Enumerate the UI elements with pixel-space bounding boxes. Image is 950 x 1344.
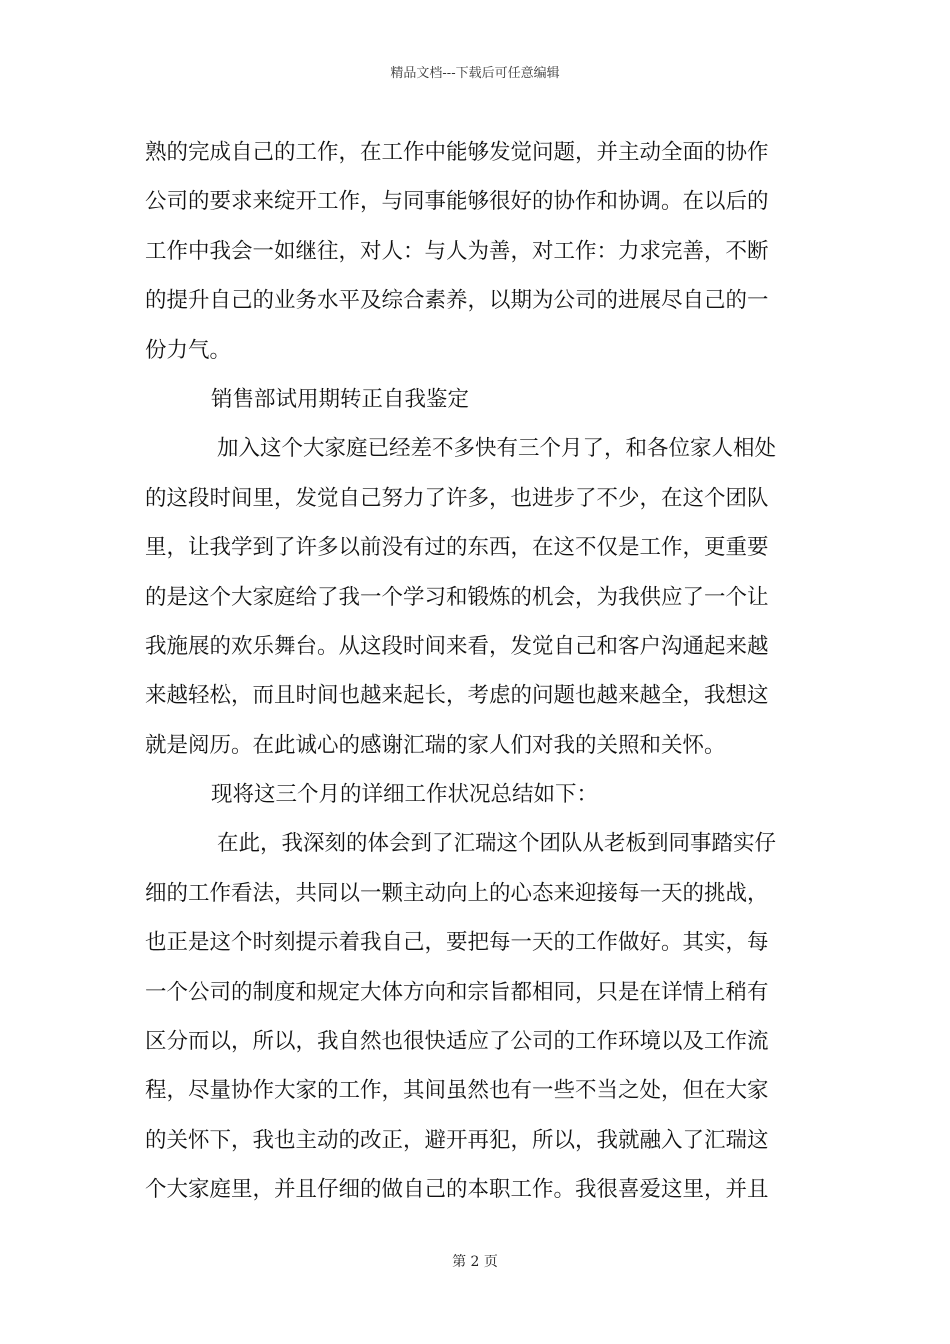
text-line: 工作中我会一如继往，对人：与人为善，对工作：力求完善，不断 [145,238,769,264]
text-line: 的关怀下，我也主动的改正，避开再犯，所以，我就融入了汇瑞这 [145,1127,769,1153]
section-heading: 销售部试用期转正自我鉴定 [211,386,470,412]
text-line: 细的工作看法，共同以一颗主动向上的心态来迎接每一天的挑战， [145,880,769,906]
paragraph-first-line: 现将这三个月的详细工作状况总结如下： [211,782,599,808]
text-line: 一个公司的制度和规定大体方向和宗旨都相同，只是在详情上稍有 [145,979,769,1005]
text-line: 来越轻松，而且时间也越来起长，考虑的问题也越来越全，我想这 [145,683,769,709]
text-line: 也正是这个时刻提示着我自己，要把每一天的工作做好。其实，每 [145,930,769,956]
text-line: 的是这个大家庭给了我一个学习和锻炼的机会，为我供应了一个让 [145,584,769,610]
page-number: 第 2 页 [452,1254,498,1270]
document-body [145,128,810,1215]
paragraph-first-line: 加入这个大家庭已经差不多快有三个月了，和各位家人相处 [217,436,777,462]
text-line: 个大家庭里，并且仔细的做自己的本职工作。我很喜爱这里，并且 [145,1177,769,1203]
text-line: 熟的完成自己的工作，在工作中能够发觉问题，并主动全面的协作 [145,140,769,165]
text-line: 我施展的欢乐舞台。从这段时间来看，发觉自己和客户沟通起来越 [145,633,769,659]
text-line: 的提升自己的业务水平及综合素养，以期为公司的进展尽自己的一 [145,288,769,314]
page-header: 精品文档---下载后可任意编辑 [390,66,560,81]
text-line: 里，让我学到了许多以前没有过的东西，在这不仅是工作，更重要 [145,535,769,561]
text-line: 程，尽量协作大家的工作，其间虽然也有一些不当之处，但在大家 [145,1078,769,1104]
text-line: 就是阅历。在此诚心的感谢汇瑞的家人们对我的关照和关怀。 [145,732,726,758]
paragraph-first-line: 在此，我深刻的体会到了汇瑞这个团队从老板到同事踏实仔 [217,831,777,857]
text-line: 区分而以，所以，我自然也很快适应了公司的工作环境以及工作流 [145,1029,769,1055]
text-line: 的这段时间里，发觉自己努力了许多，也进步了不少，在这个团队 [145,485,769,511]
text-line: 份力气。 [145,337,232,363]
text-line: 公司的要求来绽开工作，与同事能够很好的协作和协调。在以后的 [145,189,769,215]
